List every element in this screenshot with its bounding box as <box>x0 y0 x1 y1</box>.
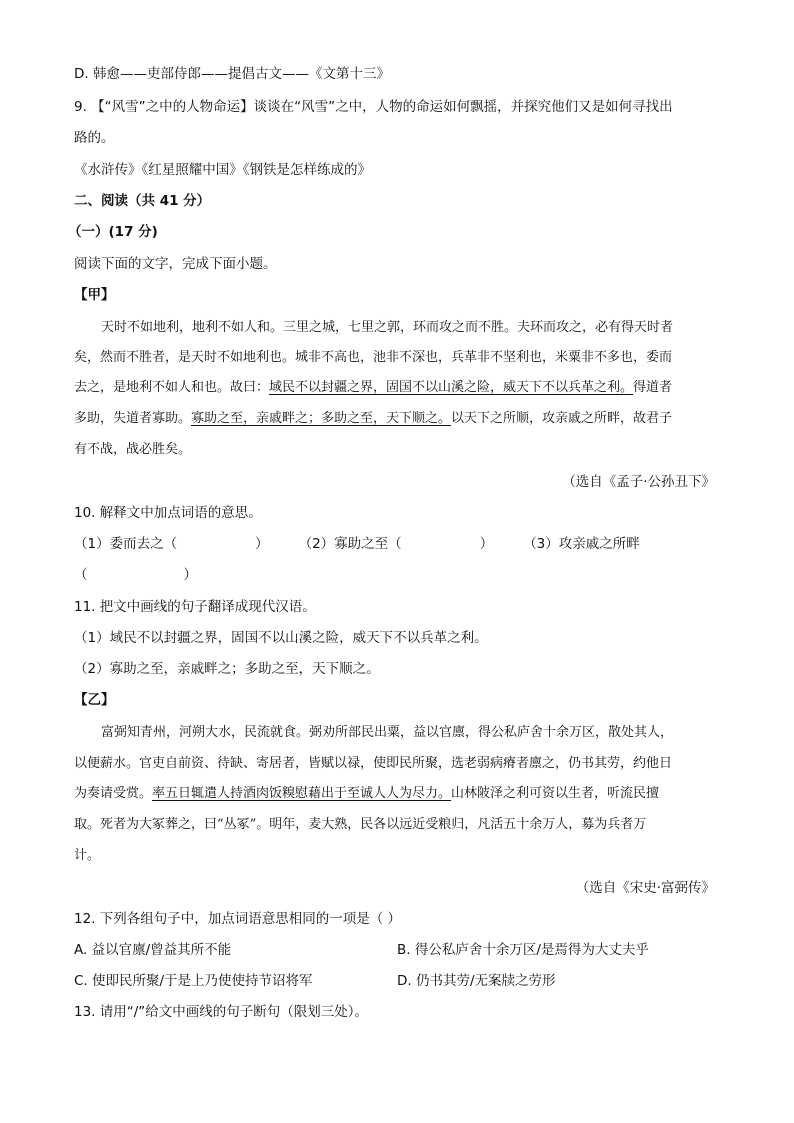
q12-option-a[interactable]: A. 益以官廪/曾益其所不能 <box>74 942 232 958</box>
q12-prompt: 12. 下列各组句子中，加点词语意思相同的一项是（ ） <box>74 911 402 927</box>
yi-line-3-tail: 山林陂泽之利可资以生者，听流民擅 <box>451 786 660 801</box>
yi-line-4: 取。死者为大冢葬之，曰“丛冢”。明年，麦大熟，民各以远近受粮归，凡活五十余万人，募为兵者万 <box>74 817 647 832</box>
q12-option-b[interactable]: B. 得公私庐舍十余万区/是焉得为大丈夫乎 <box>397 942 649 958</box>
q13-prompt: 13. 请用“/”给文中画线的句子断句（限划三处）。 <box>74 1004 369 1020</box>
q11-sentence-1: （1）域民不以封疆之界，固国不以山溪之险，威天下不以兵革之利。 <box>74 630 488 646</box>
q10-item-1-close: ） <box>255 536 269 552</box>
q10-item-1: （1）委而去之（ <box>74 536 178 552</box>
jia-line-1: 天时不如地利，地利不如人和。三里之城，七里之郭，环而攻之而不胜。夫环而攻之，必有得天时者 <box>101 320 674 335</box>
q10-prompt: 10. 解释文中加点词语的意思。 <box>74 505 262 521</box>
jia-line-2: 矣，然而不胜者，是天时不如地利也。城非不高也，池非不深也，兵革非不坚利也，米粟非不多也，委而 <box>74 350 673 365</box>
jia-line-4-text: 多助，失道者寡助。 <box>74 411 192 426</box>
q10-item-2-close: ） <box>479 536 494 552</box>
q9-line-2: 路的。 <box>74 130 115 146</box>
yi-source: （选自《宋史·富弼传》 <box>575 880 715 896</box>
section-title: 二、阅读（共 41 分） <box>74 193 211 209</box>
yi-underlined-sentence: 率五日辄遣人持酒肉饭糗慰藉出于至诚人人为尽力。 <box>152 786 452 801</box>
q8-option-d: D. 韩愈——吏部侍郎——提倡古文——《文第十三》 <box>74 66 390 82</box>
q12-option-d[interactable]: D. 仍书其劳/无案牍之劳形 <box>397 973 556 989</box>
jia-line-4-tail: 以天下之所顺，攻亲戚之所畔，故君子 <box>451 411 673 426</box>
q10-item-3-open: （ <box>74 567 88 583</box>
jia-underlined-sentence-2: 寡助之至，亲戚畔之；多助之至，天下顺之。 <box>191 411 452 426</box>
jia-line-3-tail: 得道者 <box>633 380 673 395</box>
q10-item-3: （3）攻亲戚之所畔 <box>523 536 640 552</box>
passage-yi-label: 【乙】 <box>74 692 115 708</box>
q11-prompt: 11. 把文中画线的句子翻译成现代汉语。 <box>74 599 316 615</box>
jia-underlined-sentence-1: 域民不以封疆之界，固国不以山溪之险，威天下不以兵革之利。 <box>269 380 634 395</box>
q9-line-1: 9. 【“风雪”之中的人物命运】谈谈在“风雪”之中，人物的命运如何飘摇，并探究他们又是如何寻找出 <box>74 99 673 115</box>
yi-line-3 <box>74 784 659 804</box>
yi-line-5: 计。 <box>74 848 101 863</box>
q10-item-3-close: ） <box>183 567 197 583</box>
part-1-title: （一）(17 分) <box>68 224 158 240</box>
reading-instruction: 阅读下面的文字，完成下面小题。 <box>74 256 277 272</box>
yi-line-1: 富弼知青州，河朔大水，民流就食。弼劝所部民出粟，益以官廪，得公私庐舍十余万区，散处其人， <box>101 725 674 740</box>
jia-line-3-text: 去之，是地利不如人和也。故曰： <box>74 380 270 395</box>
q10-item-2: （2）寡助之至（ <box>298 536 402 552</box>
q10-item-3-blank-row <box>74 565 197 585</box>
q11-sentence-2: （2）寡助之至，亲戚畔之；多助之至，天下顺之。 <box>74 661 380 677</box>
passage-jia-label: 【甲】 <box>74 287 115 303</box>
q10-item-row <box>74 534 640 554</box>
jia-source: （选自《孟子·公孙丑下》 <box>562 474 715 490</box>
q12-option-c[interactable]: C. 使即民所聚/于是上乃使使持节诏将军 <box>74 973 313 989</box>
jia-line-3 <box>74 378 672 398</box>
yi-line-2: 以便薪水。官吏自前资、待缺、寄居者，皆赋以禄，使即民所聚，选老弱病瘠者廪之，仍书其劳，约他日 <box>74 756 673 771</box>
q9-books: 《水浒传》《红星照耀中国》《钢铁是怎样练成的》 <box>74 162 371 178</box>
yi-line-3-text: 为奏请受赏。 <box>74 786 153 801</box>
jia-line-5: 有不战，战必胜矣。 <box>74 442 192 457</box>
jia-line-4 <box>74 409 672 429</box>
